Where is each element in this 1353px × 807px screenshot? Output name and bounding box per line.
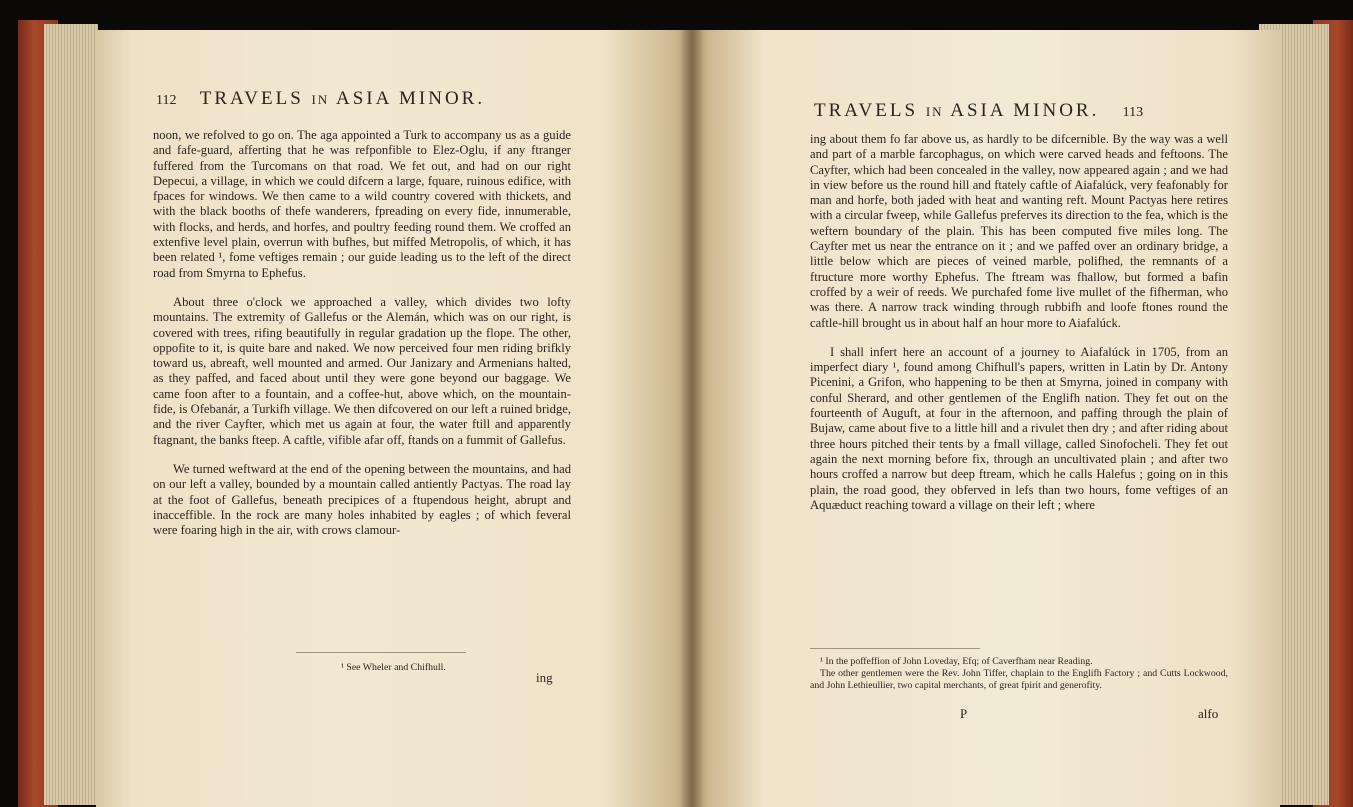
left-paragraph-2: About three o'clock we approached a valley, which divides two lofty mountains. The extremity of Gallefus or the Alemán, which was on our right, is covered with trees, rifing beautifully in regular gradation up the flope. The other, oppofite to it, is quite bare and naked. We now perceived four men riding brifkly toward us, abreaft, well mounted and armed. Our Janizary and Armenians halted, as they paffed, and faced about until they were gone beyond our baggage. We came foon after to a fountain, and a coffee-hut, above which, on the mountain-fide, is Ofebanár, a Turkifh village. We then difcovered on our left a ruined bridge, and the river Cayfter, which met us again at four, the water ftill and apparently ftagnant, the banks fteep. A caftle, vifible afar off, ftands on a fummit of Gallefus. bbox=[153, 294, 571, 447]
left-page-number: 112 bbox=[156, 93, 177, 108]
left-page bbox=[96, 30, 692, 807]
left-catchword: ing bbox=[536, 670, 553, 685]
right-footnote-rule bbox=[810, 648, 980, 649]
right-footnotes bbox=[810, 656, 1228, 691]
left-footnote-rule bbox=[296, 652, 466, 653]
right-body-text bbox=[810, 132, 1228, 513]
left-running-head bbox=[156, 88, 485, 110]
right-paragraph-1: ing about them fo far above us, as hardly to be difcernible. By the way was a well and part of a marble farcophagus, on which were carved heads and feftoons. The Cayfter, which had been concealed in the valley, now appeared again ; and we had in view before us the round hill and ftately caftle of Aiafalúck, very feafonably for man and horfe, both jaded with heat and wanting reft. Mount Pactyas here retires with a circular fweep, while Gallefus preferves its direction to the fea, which is the weftern boundary of the plain. This has been computed five miles long. The Cayfter met us near the entrance on it ; and we paffed over an ordinary bridge, a little below which are pieces of veined marble, polifhed, the remnants of a ftructure more worthy Ephefus. The ftream was fhallow, but formed a bafin croffed by a weir of reeds. We purchafed fome live mullet of the fifherman, who was there. A narrow track winding through rubbifh and loofe ftones round the caftle-hill brought us in about half an hour more to Aiafalúck. bbox=[810, 132, 1228, 330]
right-page-number: 113 bbox=[1122, 105, 1144, 120]
book-gutter bbox=[680, 30, 704, 807]
left-body-text bbox=[153, 128, 571, 538]
right-catchword: alfo bbox=[1198, 706, 1219, 721]
signature-mark: P bbox=[960, 706, 968, 721]
left-paragraph-3: We turned weftward at the end of the opening between the mountains, and had on our left a valley, bounded by a mountain called antiently Pactyas. The road lay at the foot of Gallefus, beneath precipices of a ftupendous height, abrupt and inacceffible. In the rock are many holes inhabited by eagles ; of which feveral were foaring high in the air, with crows clamour- bbox=[153, 461, 571, 538]
left-head-title: TRAVELS bbox=[199, 88, 304, 109]
right-page bbox=[692, 30, 1280, 807]
page-stack-left bbox=[44, 24, 98, 805]
left-paragraph-1: noon, we refolved to go on. The aga appointed a Turk to accompany us as a guide and fafe-guard, afferting that he was refponfible to Elez-Oglu, if any ftranger fuffered from the Turcomans on that road. We fet out, and had on our right Depecui, a village, in which we could difcern a large, fquare, ruinous edifice, with fpaces for windows. We then came to a wild country covered with thickets, and with the black booths of thefe wanderers, fpreading on every fide, innumerable, with flocks, and herds, and horfes, and poultry feeding round them. We croffed an extenfive level plain, overrun with bufhes, but miffed Metropolis, of which, it has been related ¹, fome veftiges remain ; our guide leading us to the left of the direct road from Smyrna to Ephefus. bbox=[153, 128, 571, 280]
right-head-title: TRAVELS bbox=[814, 100, 919, 121]
right-running-head bbox=[814, 100, 1143, 122]
left-footnote: ¹ See Wheler and Chifhull. bbox=[341, 662, 446, 673]
right-footnote-1: ¹ In the poffeffion of John Loveday, Efq; of Caverfham near Reading. bbox=[820, 656, 1093, 667]
left-head-in: IN bbox=[311, 92, 330, 107]
right-head-place: ASIA MINOR. bbox=[950, 100, 1100, 121]
right-head-in: IN bbox=[925, 104, 944, 119]
right-footnote-2: The other gentlemen were the Rev. John Tiffer, chaplain to the Englifh Factory ; and Cutts Lockwood, and John Lethieullier, two capital merchants, of great fpirit and generofity. bbox=[810, 667, 1228, 691]
left-head-place: ASIA MINOR. bbox=[335, 88, 486, 109]
right-paragraph-2: I shall infert here an account of a journey to Aiafalúck in 1705, from an imperfect diary ¹, found among Chifhull's papers, written in Latin by Dr. Antony Picenini, a Grifon, who happening to be then at Smyrna, joined in company with conful Sherard, and other gentlemen of the Englifh nation. They fet out on the fourteenth of Auguft, at four in the afternoon, and paffing through the plain of Bujaw, came about five to a little hill and a rivulet then dry ; and after riding about three hours pitched their tents by a fmall village, called Sinofocheli. They fet out again the next morning before fix, through an uncultivated plain ; and after two hours croffed a narrow but deep ftream, which he calls Halefus ; going on in this plain, the road good, they obferved in lefs than two hours, fome veftiges of an Aquæduct reaching toward a village on their left ; where bbox=[810, 344, 1228, 512]
